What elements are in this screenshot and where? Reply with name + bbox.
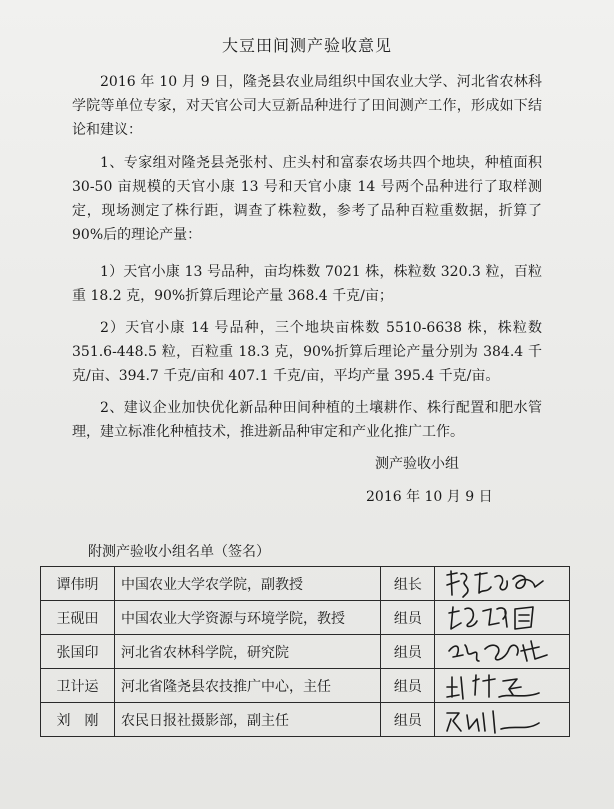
member-name: 卫计运: [41, 669, 115, 703]
document-title: 大豆田间测产验收意见: [221, 36, 392, 55]
handwritten-signature: [443, 637, 553, 667]
handwritten-signature: [443, 671, 553, 701]
member-signature-cell: [435, 669, 570, 703]
table-row: [41, 601, 570, 635]
member-name: 张国印: [41, 635, 115, 669]
member-role: 组员: [381, 703, 435, 737]
handwritten-signature: [443, 705, 553, 735]
handwritten-signature: [443, 569, 553, 599]
table-row: [41, 567, 570, 601]
table-row: [41, 635, 570, 669]
signoff-group: 测产验收小组: [375, 456, 459, 472]
member-org: 河北省农林科学院，研究院: [114, 635, 381, 669]
member-org: 中国农业大学资源与环境学院，教授: [114, 601, 381, 635]
member-role: 组员: [381, 601, 435, 635]
member-org: 河北省隆尧县农技推广中心，主任: [114, 669, 381, 703]
member-org: 农民日报社摄影部，副主任: [114, 703, 381, 737]
table-row: [41, 669, 570, 703]
paragraph-conclusion-1: 1、专家组对隆尧县尧张村、庄头村和富泰农场共四个地块，种植面积 30-50 亩规模的天官小康 13 号和天官小康 14 号两个品种进行了取样测定，现场测定了株行距，调查了株粒数，参考了品种百粒重数据，折算了 90%后的理论产量：: [72, 155, 542, 243]
member-org: 中国农业大学农学院，副教授: [114, 567, 381, 601]
member-role: 组员: [381, 635, 435, 669]
attachment-title: 附测产验收小组名单（签名）: [88, 544, 270, 560]
member-signature-cell: [435, 567, 570, 601]
signoff-date: 2016 年 10 月 9 日: [366, 489, 493, 505]
member-role: 组长: [381, 567, 435, 601]
member-role: 组员: [381, 669, 435, 703]
member-table: [40, 566, 570, 737]
table-row: [41, 703, 570, 737]
member-signature-cell: [435, 703, 570, 737]
paragraph-variety-14: 2）天官小康 14 号品种，三个地块亩株数 5510-6638 株，株粒数 351.6-448.5 粒，百粒重 18.3 克，90%折算后理论产量分别为 384.4 千克/亩、394.7 千克/亩和 407.1 千克/亩，平均产量 395.4 千克/亩。: [72, 320, 542, 384]
member-name: 谭伟明: [41, 567, 115, 601]
member-signature-cell: [435, 635, 570, 669]
member-name: 王砚田: [41, 601, 115, 635]
member-name: 刘 刚: [41, 703, 115, 737]
paragraph-variety-13: 1）天官小康 13 号品种，亩均株数 7021 株，株粒数 320.3 粒，百粒重 18.2 克，90%折算后理论产量 368.4 千克/亩；: [72, 264, 542, 304]
member-signature-cell: [435, 601, 570, 635]
paragraph-intro: 2016 年 10 月 9 日，隆尧县农业局组织中国农业大学、河北省农林科学院等单位专家，对天官公司大豆新品种进行了田间测产工作，形成如下结论和建议：: [72, 74, 542, 138]
paragraph-recommendation-2: 2、建议企业加快优化新品种田间种植的土壤耕作、株行配置和肥水管理，建立标准化种植技术，推进新品种审定和产业化推广工作。: [72, 400, 542, 440]
handwritten-signature: [443, 603, 553, 633]
